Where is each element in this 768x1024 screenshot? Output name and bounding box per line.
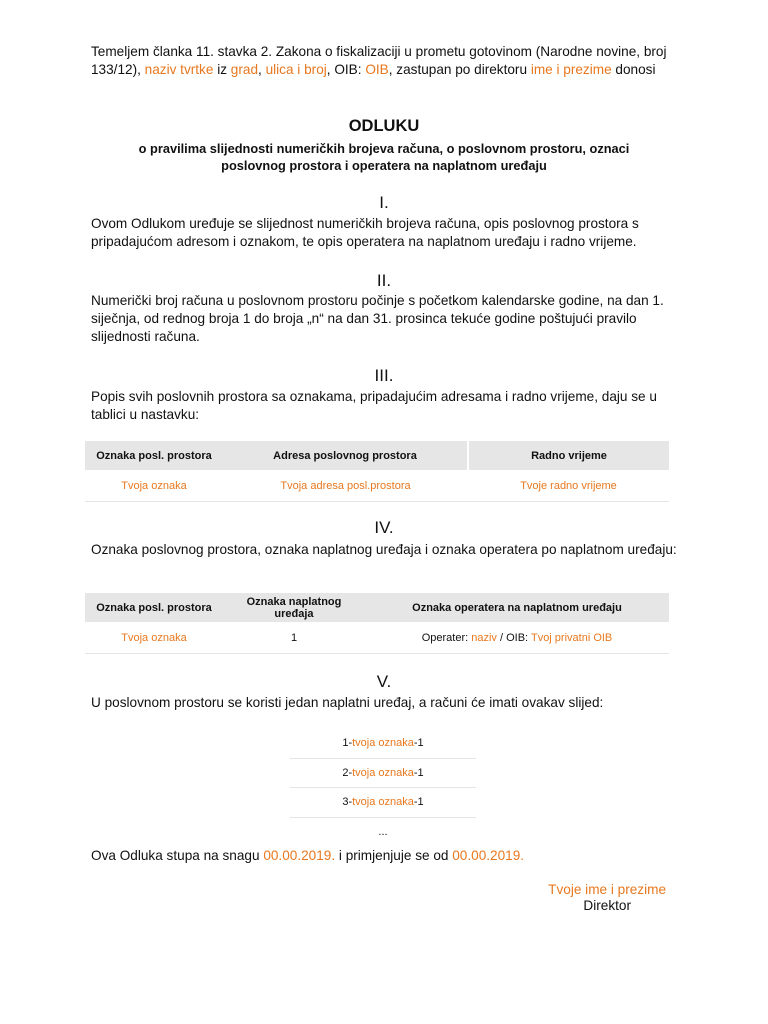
list-item: [290, 729, 476, 759]
sequence-number: 1-: [342, 737, 353, 749]
sequence-device: -1: [413, 766, 424, 779]
section-numeral-5: V.: [376, 672, 392, 691]
intro-text: ,: [258, 62, 266, 77]
table-cell: [365, 622, 669, 654]
city-placeholder: grad: [230, 62, 259, 77]
closing-text: Ova Odluka stupa na snagu: [91, 848, 264, 863]
table-cell: 1: [223, 622, 365, 654]
section-numeral-4: IV.: [374, 518, 394, 537]
operator-oib-placeholder: Tvoj privatni OIB: [530, 631, 613, 644]
document-subtitle: [0, 140, 768, 174]
table-header-cell: Radno vrijeme: [468, 441, 669, 470]
document-title: ODLUKU: [348, 117, 420, 135]
section-5-text: U poslovnom prostoru se koristi jedan naplatni uređaj, a računi će imati ovakav slijed:: [91, 695, 604, 710]
sequence-label-placeholder: tvoja oznaka: [352, 737, 414, 749]
list-item: [290, 788, 476, 818]
closing-text: i primjenjuje se od: [335, 848, 453, 863]
table-cell: Tvoja oznaka: [85, 470, 223, 502]
intro-paragraph: [91, 43, 681, 79]
street-placeholder: ulica i broj: [265, 62, 327, 77]
intro-text: , zastupan po direktoru: [388, 62, 531, 77]
closing-paragraph: [91, 847, 681, 865]
intro-text: , OIB:: [326, 62, 366, 77]
sequence-label-placeholder: tvoja oznaka: [352, 796, 414, 808]
intro-text: iz: [213, 62, 231, 77]
table-header-cell: Oznaka posl. prostora: [85, 593, 223, 622]
application-date-placeholder: 00.00.2019.: [452, 848, 525, 863]
signatory-name-placeholder: Tvoje ime i prezime: [548, 882, 666, 897]
table-row: [85, 470, 669, 502]
sequence-device: -1: [413, 796, 424, 808]
director-name-placeholder: ime i prezime: [530, 62, 612, 77]
table-cell: Tvoje radno vrijeme: [468, 470, 669, 502]
oib-placeholder: OIB: [365, 62, 389, 77]
table-header-row: [85, 593, 669, 622]
section-numeral-3: III.: [374, 366, 394, 385]
operator-name-placeholder: naziv: [471, 631, 497, 644]
table-header-cell: Oznaka posl. prostora: [85, 441, 223, 470]
company-name-placeholder: naziv tvrtke: [144, 62, 214, 77]
table-header-cell: Oznaka operatera na naplatnom uređaju: [365, 593, 669, 622]
section-numeral-2: II.: [376, 271, 392, 290]
section-3-text: Popis svih poslovnih prostora sa oznakama, pripadajućim adresama i radno vrijeme, daju se u tablici u nastavku:: [91, 389, 657, 422]
table-header-cell: Oznaka naplatnog uređaja: [223, 593, 365, 622]
table-cell: Tvoja oznaka: [85, 622, 223, 654]
invoice-sequence-list: [290, 729, 476, 846]
table-cell: Tvoja adresa posl.prostora: [223, 470, 468, 502]
device-operator-table: [85, 593, 669, 654]
operator-separator: / OIB:: [496, 631, 531, 644]
operator-prefix: Operater:: [421, 631, 472, 644]
signatory-role: Direktor: [583, 898, 631, 913]
section-2-text: Numerički broj računa u poslovnom prostoru počinje s početkom kalendarske godine, na dan 1. siječnja, od rednog broja 1 do broja „n“ na dan 31. prosinca tekuće godine poštujući pravilo slijednosti računa.: [91, 293, 664, 344]
business-premises-table: [85, 441, 669, 502]
effective-date-placeholder: 00.00.2019.: [263, 848, 336, 863]
sequence-number: 2-: [342, 766, 353, 779]
subtitle-line: poslovnog prostora i operatera na naplatnom uređaju: [221, 158, 547, 173]
signature-block: [548, 882, 666, 913]
sequence-ellipsis: ...: [378, 825, 388, 838]
section-1-text: Ovom Odlukom uređuje se slijednost numeričkih brojeva računa, opis poslovnog prostora s pripadajućom adresom i oznakom, te opis operatera na naplatnom uređaju i radno vrijeme.: [91, 216, 639, 249]
table-row: [85, 622, 669, 654]
section-4-text: Oznaka poslovnog prostora, oznaka naplatnog uređaja i oznaka operatera po naplatnom uređaju:: [91, 542, 677, 557]
sequence-device: -1: [413, 737, 424, 749]
table-header-row: [85, 441, 669, 470]
sequence-label-placeholder: tvoja oznaka: [352, 766, 414, 779]
subtitle-line: o pravilima slijednosti numeričkih brojeva računa, o poslovnom prostoru, oznaci: [138, 141, 630, 156]
section-numeral-1: I.: [379, 193, 389, 212]
sequence-number: 3-: [342, 796, 353, 808]
table-header-cell: Adresa poslovnog prostora: [223, 441, 468, 470]
list-item: [290, 759, 476, 789]
intro-text: Temeljem članka 11. stavka 2. Zakona o fiskalizaciji u prometu gotovinom (Narodne novine, broj 133/12),: [91, 44, 667, 77]
intro-text: donosi: [611, 62, 656, 77]
